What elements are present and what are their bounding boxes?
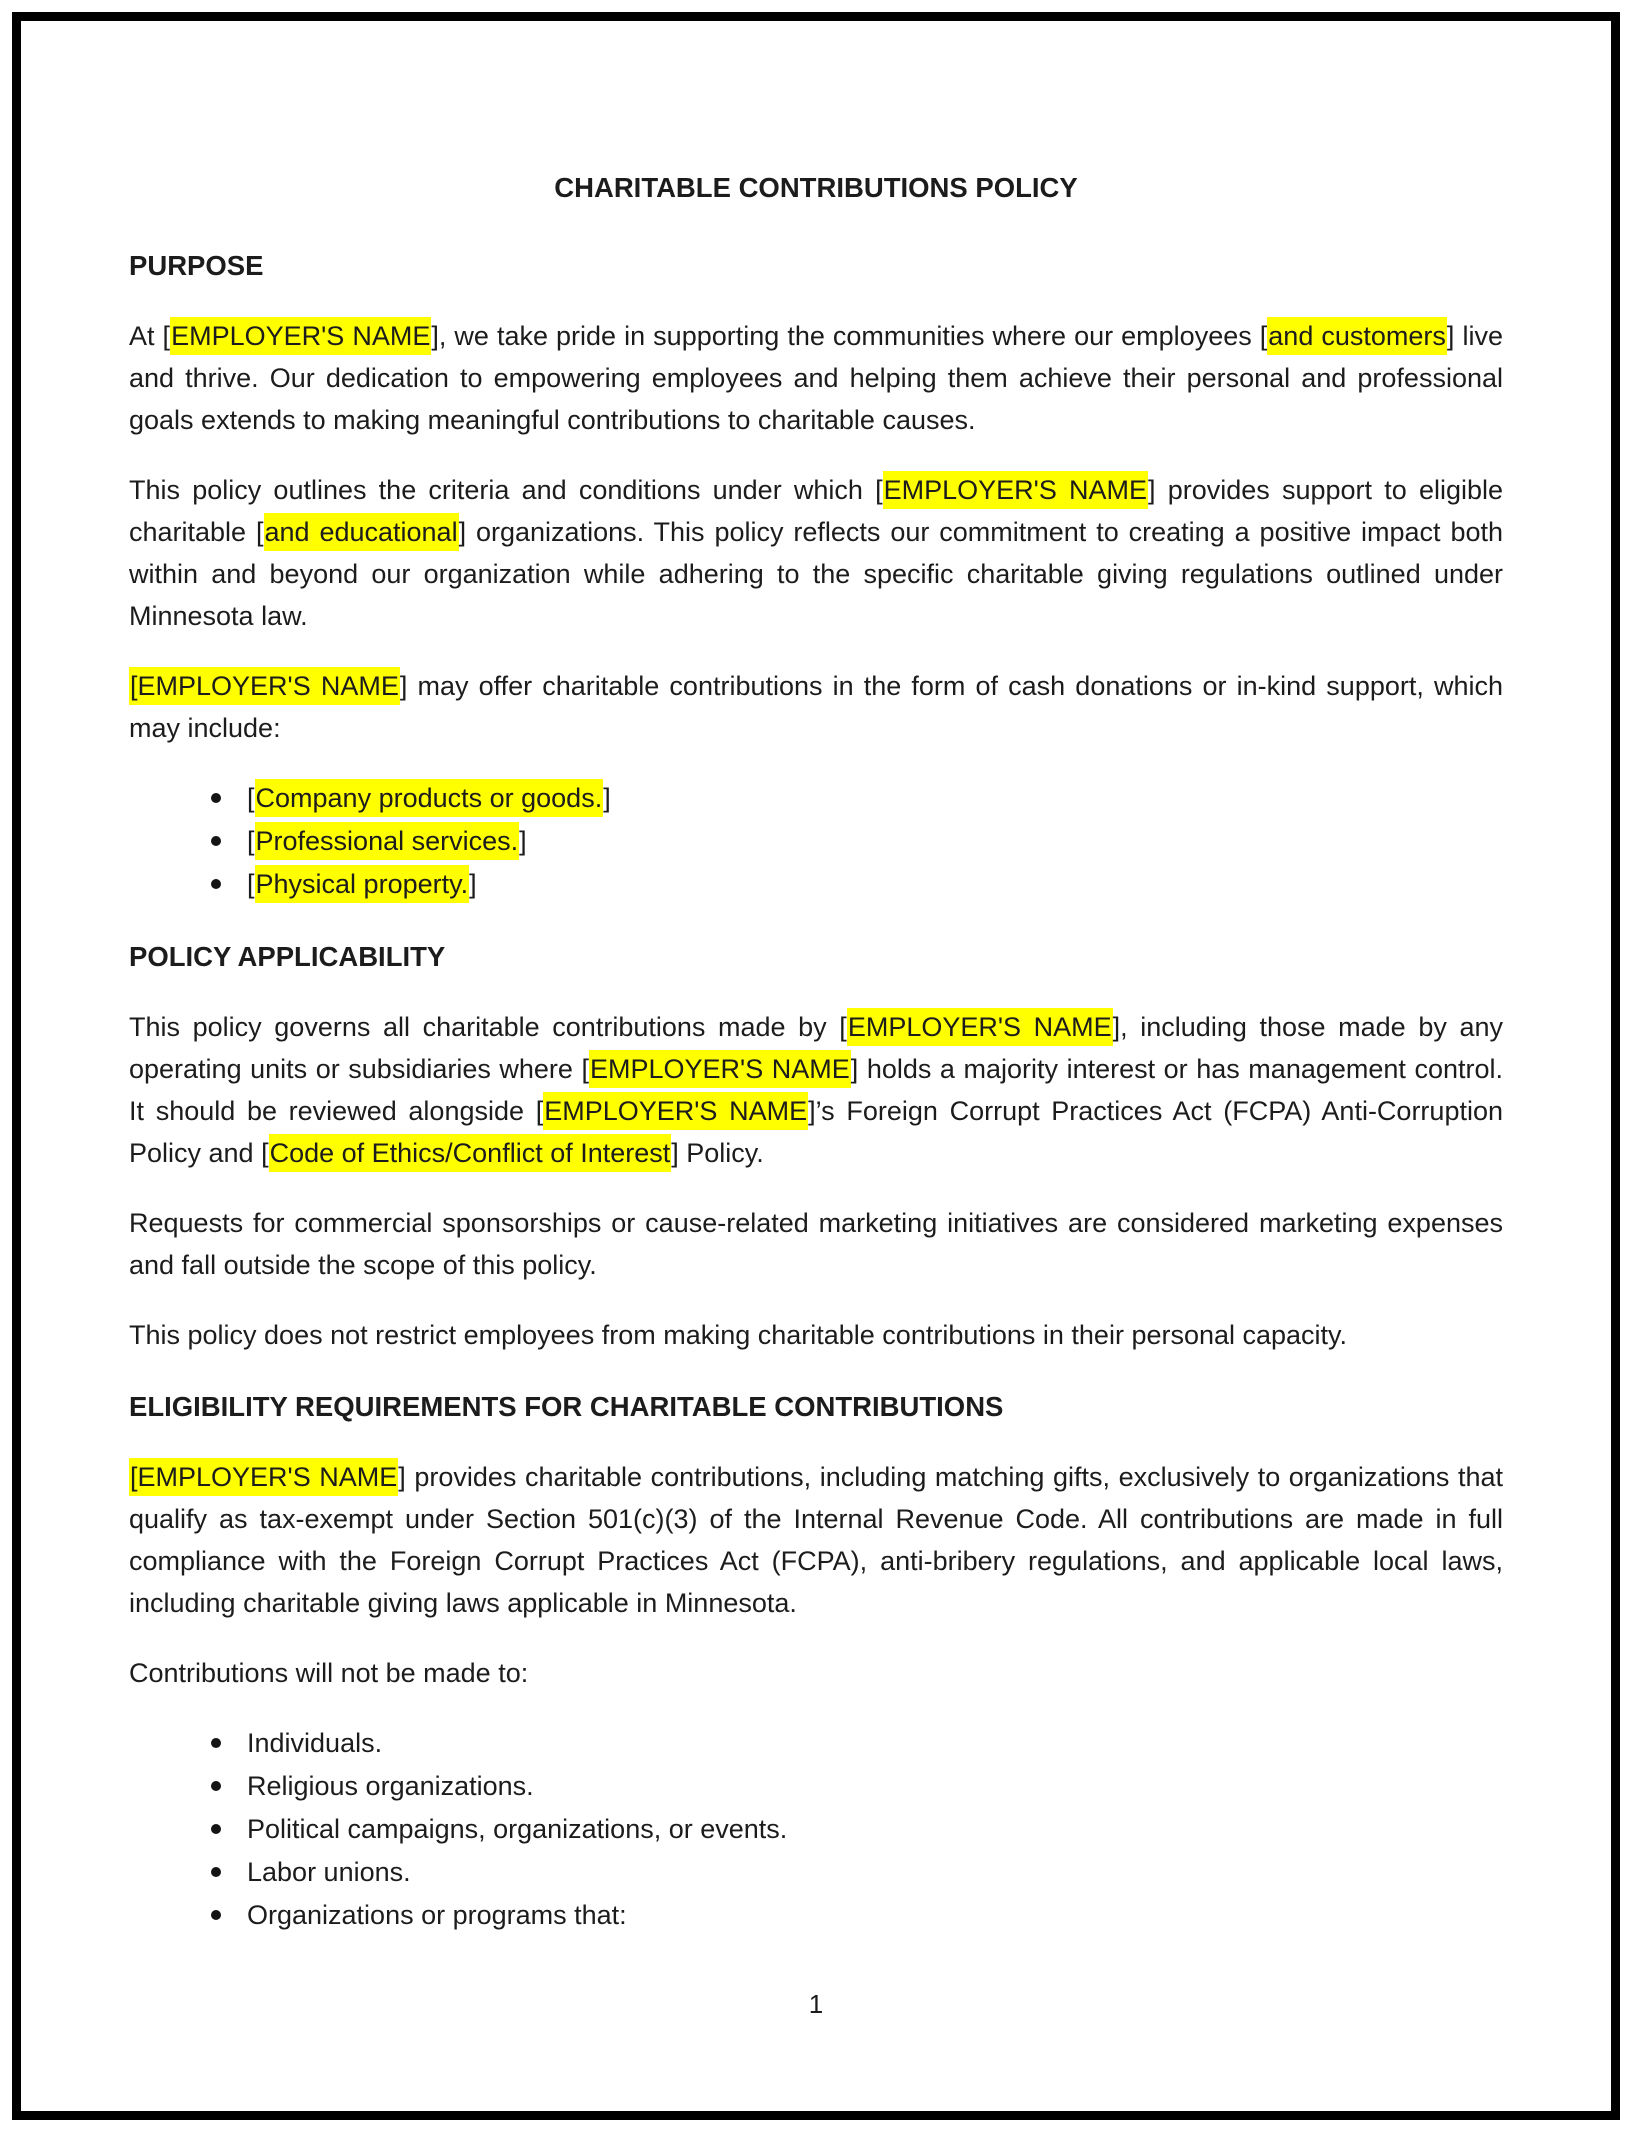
highlighted-placeholder-text: and customers [1267,317,1447,355]
highlighted-placeholder-text: EMPLOYER'S NAME [589,1050,851,1088]
section-purpose [129,245,1503,906]
text-run: ] provides support to eligible charitable [ [129,475,1504,547]
text-run: ] live and thrive. Our dedication to empowering employees and helping them achieve their personal and professional goals extends to making meaningful contributions to charitable causes. [129,321,1503,435]
document-title: CHARITABLE CONTRIBUTIONS POLICY [554,172,1078,203]
exclusions-list [129,1722,1503,1937]
list-item: Religious organizations. [209,1765,1503,1808]
text-run: ], we take pride in supporting the communities where our employees [ [431,321,1268,351]
in-kind-support-list [129,777,1503,906]
list-item [209,777,1503,820]
eligibility-paragraph-2 [129,1652,1503,1694]
list-item: Labor unions. [209,1851,1503,1894]
text-run: ] [519,826,527,856]
text-run: ]’s Foreign Corrupt Practices Act (FCPA) Anti-Corruption Policy and [ [129,1096,1503,1168]
text-run: ] may offer charitable contributions in the form of cash donations or in-kind support, which may include: [129,671,1504,743]
page-border [12,12,1620,2120]
heading-eligibility-requirements: ELIGIBILITY REQUIREMENTS FOR CHARITABLE CONTRIBUTIONS [129,1391,1004,1422]
applicability-paragraph-1 [129,1006,1503,1174]
highlighted-placeholder-text: and educational [264,513,459,551]
text-run: This policy governs all charitable contributions made by [ [129,1012,847,1042]
highlighted-placeholder-text: Physical property. [255,865,470,903]
text-run: This policy outlines the criteria and conditions under which [ [129,475,883,505]
purpose-paragraph-3 [129,665,1503,749]
text-run: ] holds a majority interest or has management control. It should be reviewed alongside [ [129,1054,1503,1126]
purpose-paragraph-1 [129,315,1503,441]
text-run: ] [469,869,477,899]
highlighted-placeholder-text: Company products or goods. [255,779,604,817]
text-run: This policy does not restrict employees from making charitable contributions in their personal capacity. [129,1320,1348,1350]
section-policy-applicability [129,936,1503,1356]
list-item: Individuals. [209,1722,1503,1765]
highlighted-placeholder-text: EMPLOYER'S NAME [170,317,431,355]
heading-purpose: PURPOSE [129,250,264,281]
text-run: ], including those made by any operating units or subsidiaries where [ [129,1012,1503,1084]
list-item: Organizations or programs that: [209,1894,1503,1937]
text-run: [ [247,783,255,813]
text-run: [ [247,869,255,899]
section-eligibility-requirements [129,1386,1503,1937]
text-run: ] provides charitable contributions, including matching gifts, exclusively to organizations that qualify as tax-exempt under Section 501(c)(3) of the Internal Revenue Code. All contributions are made in full compliance with the Foreign Corrupt Practices Act (FCPA), anti-bribery regulations, and applicable local laws, including charitable giving laws applicable in Minnesota. [129,1462,1503,1618]
text-run: At [ [129,321,171,351]
list-item [209,863,1503,906]
heading-policy-applicability: POLICY APPLICABILITY [129,941,446,972]
list-item: Political campaigns, organizations, or events. [209,1808,1503,1851]
applicability-paragraph-3 [129,1314,1503,1356]
purpose-paragraph-2 [129,469,1503,637]
page-number: 1 [808,1989,824,2019]
text-run: [ [247,826,255,856]
highlighted-placeholder-text: Professional services. [255,822,520,860]
highlighted-placeholder-text: [EMPLOYER'S NAME [129,1458,398,1496]
text-run: ] organizations. This policy reflects our commitment to creating a positive impact both within and beyond our organization while adhering to the specific charitable giving regulations outlined under Minnesota law. [129,517,1503,631]
text-run: ] [603,783,611,813]
applicability-paragraph-2 [129,1202,1503,1286]
highlighted-placeholder-text: Code of Ethics/Conflict of Interest [269,1134,672,1172]
highlighted-placeholder-text: EMPLOYER'S NAME [883,471,1148,509]
eligibility-paragraph-1 [129,1456,1503,1624]
highlighted-placeholder-text: [EMPLOYER'S NAME [129,667,400,705]
document-content [21,21,1611,1937]
text-run: Contributions will not be made to: [129,1658,529,1688]
text-run: ] Policy. [671,1138,764,1168]
highlighted-placeholder-text: EMPLOYER'S NAME [543,1092,808,1130]
highlighted-placeholder-text: EMPLOYER'S NAME [847,1008,1113,1046]
list-item [209,820,1503,863]
text-run: Requests for commercial sponsorships or cause-related marketing initiatives are considered marketing expenses and fall outside the scope of this policy. [129,1208,1503,1280]
